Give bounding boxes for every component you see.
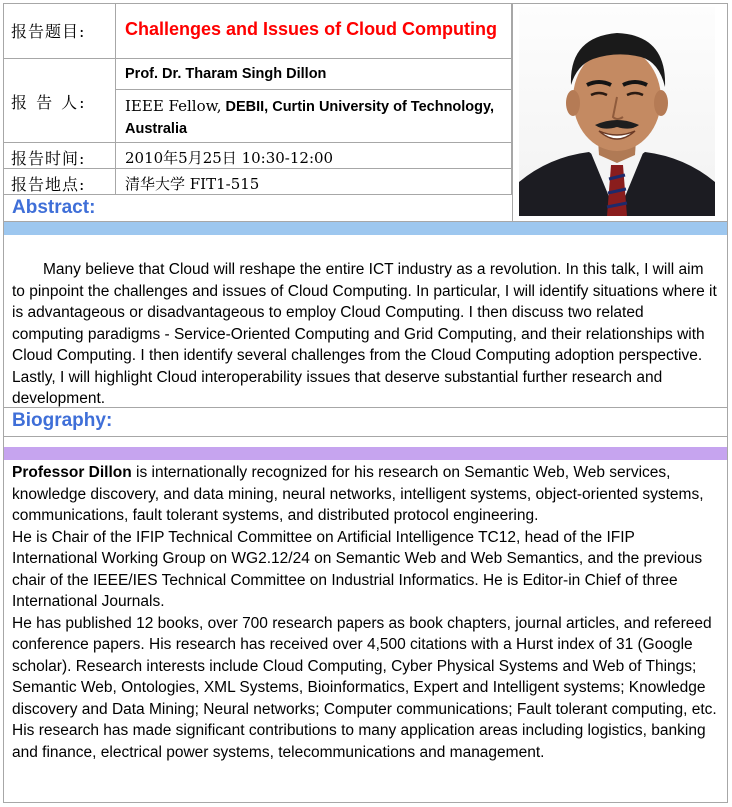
biography-paragraph-2: He is Chair of the IFIP Technical Committee on Artificial Intelligence TC12, head of the IFIP International Working Group on WG2.12/24 on Semantic Web and Web Semantics, and the previous chair of the IEEE/IES Technical Committee on Industrial Informatics. He is Editor-in Chief of three International Journals. [12, 528, 703, 610]
time-value-cell [116, 143, 512, 169]
header-table [4, 4, 512, 221]
speaker-affiliation [125, 96, 505, 140]
biography-p1-text: is internationally recognized for his research on Semantic Web, Web services, knowledge discovery, and data mining, neural networks, intelligent systems, object-oriented systems, communications, fault tolerant systems, and distributed protocol engineering. [12, 464, 704, 524]
biography-body [12, 462, 717, 763]
speaker-affiliation-cell [116, 90, 512, 143]
talk-title: Challenges and Issues of Cloud Computing [125, 19, 498, 39]
title-label: 报告题目: [11, 22, 86, 41]
title-label-cell [4, 4, 116, 59]
abstract-heading: Abstract: [12, 197, 96, 218]
biography-paragraph-1 [12, 462, 717, 527]
speaker-portrait-image [519, 7, 715, 216]
talk-place: 清华大学 FIT1-515 [125, 175, 260, 193]
title-value-cell [116, 4, 512, 59]
abstract-body [12, 259, 717, 410]
time-label: 报告时间: [11, 149, 86, 168]
biography-paragraph-3: He has published 12 books, over 700 research papers as book chapters, journal articles, and refereed conference papers. His research has received over 4,500 citations with a Hurst index of 31 (Google scholar). Research interests include Cloud Computing, Cyber Physical Systems and Web of Things; Semantic Web, Ontologies, XML Systems, Bioinformatics, Expert and Intelligent systems; Knowledge discovery and Data Mining; Neural networks; Computer communications; Fault tolerant computing, etc. His research has made significant contributions to many application areas including logistics, banking and finance, electrical power systems, telecommunications and management. [12, 614, 717, 761]
place-label: 报告地点: [11, 175, 86, 194]
talk-time: 2010年5月25日 10:30-12:00 [125, 149, 334, 167]
biography-name: Professor Dillon [12, 464, 132, 481]
biography-band [4, 447, 727, 460]
biography-heading: Biography: [12, 410, 113, 431]
abstract-text: Many believe that Cloud will reshape the entire ICT industry as a revolution. In this talk, I will aim to pinpoint the challenges and issues of Cloud Computing. In particular, I will identify situations where it is advantageous or disadvantageous to employ Cloud Computing. I then discuss two related computing paradigms - Service-Oriented Computing and Grid Computing, and their relationships with Cloud Computing. I then identify several challenges from the Cloud Computing adoption perspective. Lastly, I will highlight Cloud interoperability issues that deserve substantial further research and development. [12, 261, 717, 407]
place-value-cell [116, 169, 512, 195]
place-label-cell [4, 169, 116, 195]
biography-divider [4, 436, 727, 437]
speaker-name: Prof. Dr. Tharam Singh Dillon [125, 66, 327, 82]
speaker-institution: DEBII, Curtin University of Technology, Australia [125, 99, 495, 137]
abstract-band [4, 221, 727, 235]
speaker-photo [519, 7, 715, 216]
speaker-fellow: IEEE Fellow, [125, 97, 222, 115]
abstract-divider [4, 407, 727, 408]
announcement-card [3, 3, 728, 803]
speaker-label-cell [4, 59, 116, 143]
time-label-cell [4, 143, 116, 169]
speaker-photo-frame [512, 4, 727, 221]
speaker-label: 报 告 人: [11, 93, 87, 112]
speaker-name-cell [116, 59, 512, 90]
